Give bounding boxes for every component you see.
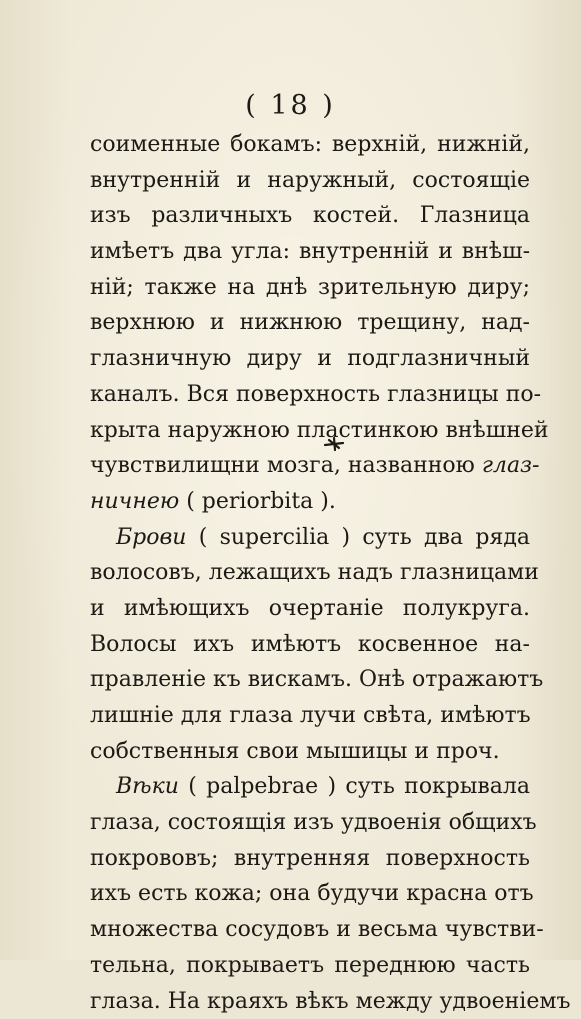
text-line	[90, 734, 530, 770]
text-line	[90, 234, 530, 270]
text-segment: чувствилищни мозга, названною	[90, 453, 482, 478]
text-segment: ( periorbita ).	[179, 489, 336, 514]
text-segment: внутренній и наружный, состоящіе	[90, 168, 530, 193]
text-segment: собственныя свои мышицы и проч.	[90, 739, 500, 764]
text-segment: ( supercilia ) суть два ряда	[186, 525, 530, 550]
italic-term: Вѣки	[116, 774, 179, 799]
text-segment: покрововъ; внутренняя поверхность	[90, 846, 530, 871]
text-segment: тельна, покрываетъ переднюю часть	[90, 953, 530, 978]
text-line	[90, 520, 530, 556]
text-line	[90, 413, 530, 449]
text-segment: глазничную диру и подглазничный	[90, 346, 530, 371]
text-line	[90, 198, 530, 234]
text-line	[90, 341, 530, 377]
text-segment: глаза, состоящія изъ удвоенія общихъ	[90, 810, 537, 835]
text-line	[90, 912, 530, 948]
text-line	[90, 876, 530, 912]
text-line	[90, 484, 530, 520]
page-number: ( 18 )	[0, 90, 581, 121]
text-segment: ихъ есть кожа; она будучи красна отъ	[90, 881, 534, 906]
text-segment: крыта наружною пластинкою внѣшней	[90, 418, 549, 443]
text-line	[90, 769, 530, 805]
text-segment: и имѣющихъ очертаніе полукруга.	[90, 596, 530, 621]
italic-term: глаз-	[482, 453, 540, 478]
text-segment: лишніе для глаза лучи свѣта, имѣютъ	[90, 703, 531, 728]
text-segment: ( palpebrae ) суть покрывала	[179, 774, 530, 799]
text-segment: Волосы ихъ имѣютъ косвенное на-	[90, 632, 530, 657]
text-line	[90, 698, 530, 734]
text-line	[90, 163, 530, 199]
text-segment: волосовъ, лежащихъ надъ глазницами	[90, 560, 539, 585]
text-line	[90, 841, 530, 877]
text-segment: каналъ. Вся поверхность глазницы по-	[90, 382, 541, 407]
text-line	[90, 305, 530, 341]
text-segment: множества сосудовъ и весьма чувстви-	[90, 917, 544, 942]
text-line	[90, 555, 530, 591]
text-line	[90, 805, 530, 841]
text-segment: изъ различныхъ костей. Глазница	[90, 203, 530, 228]
text-segment: правленіе къ вискамъ. Онѣ отражаютъ	[90, 667, 543, 692]
text-segment: верхнюю и нижнюю трещину, над-	[90, 310, 530, 335]
text-line	[90, 984, 530, 1019]
ink-mark-icon	[323, 436, 345, 452]
text-segment: ній; также на днѣ зрительную диру;	[90, 275, 530, 300]
text-line	[90, 127, 530, 163]
text-line	[90, 591, 530, 627]
text-segment: глаза. На краяхъ вѣкъ между удвоеніемъ	[90, 989, 570, 1014]
text-line	[90, 662, 530, 698]
text-segment: соименные бокамъ: верхній, нижній,	[90, 132, 530, 157]
text-segment: имѣетъ два угла: внутренній и внѣш-	[90, 239, 530, 264]
text-line	[90, 948, 530, 984]
italic-term: Брови	[116, 525, 186, 550]
text-line	[90, 270, 530, 306]
text-line	[90, 627, 530, 663]
text-line	[90, 448, 530, 484]
italic-term: ничнею	[90, 489, 179, 514]
body-text	[90, 127, 530, 1019]
text-line	[90, 377, 530, 413]
